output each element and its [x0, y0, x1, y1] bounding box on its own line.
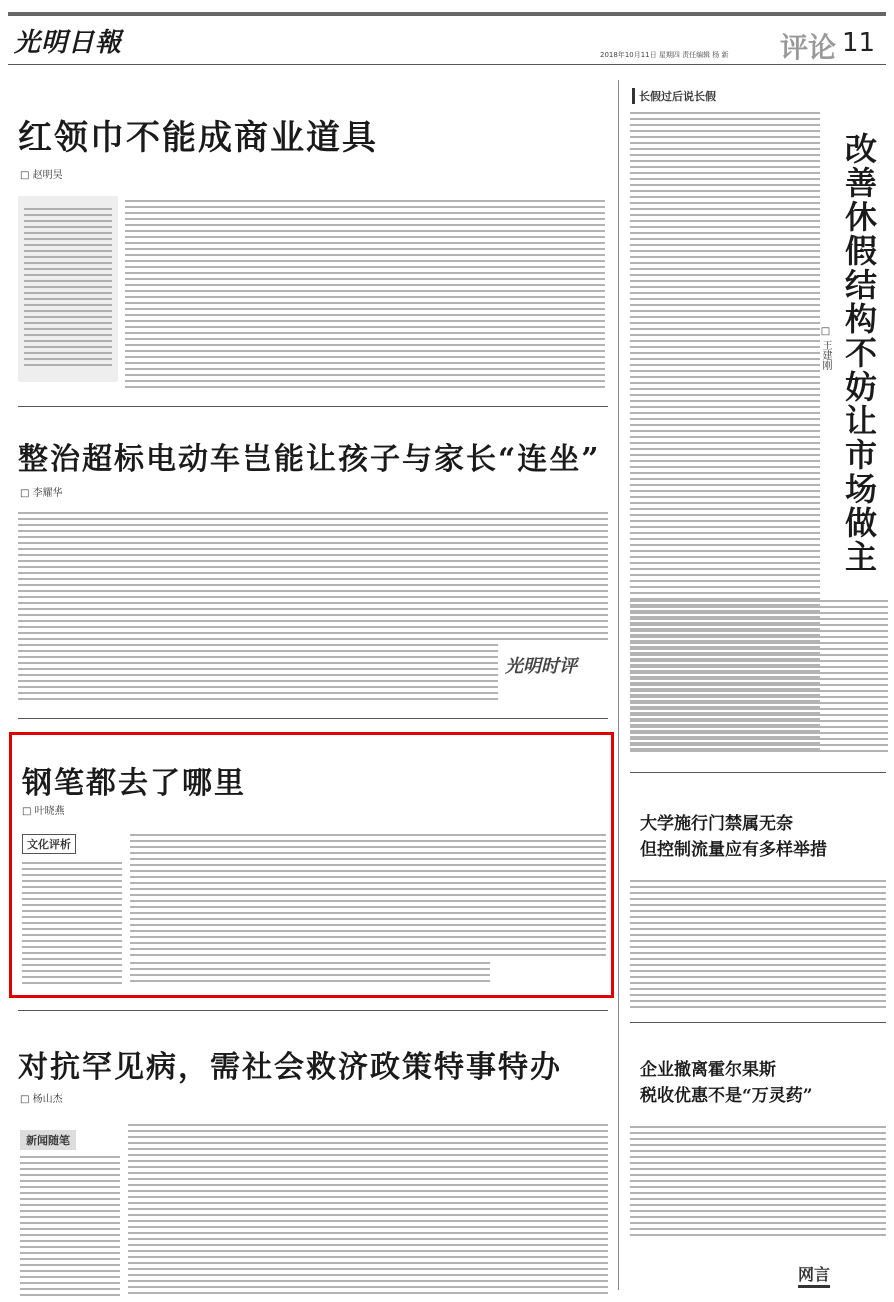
column-divider [618, 80, 619, 1290]
brief-title-line: 大学施行门禁属无奈 [640, 814, 793, 834]
article-title: 钢笔都去了哪里 [22, 766, 246, 801]
section-label: 评论 [780, 31, 837, 64]
article-body [130, 834, 606, 958]
brief-title-line: 税收优惠不是“万灵药” [640, 1086, 813, 1106]
article-body [18, 512, 498, 702]
article-rule [18, 406, 608, 407]
article-body [130, 962, 490, 986]
article-title: 对抗罕见病，需社会救济政策特事特办 [18, 1050, 562, 1085]
sidebar-body [630, 600, 888, 756]
column-label: 新闻随笔 [20, 1130, 76, 1150]
article-byline: □ 李耀华 [20, 484, 63, 499]
dateline: 2018年10月11日 星期四 责任编辑 杨 新 [600, 51, 729, 59]
sidebar-rule [630, 772, 886, 773]
column-label: 文化评析 [22, 834, 76, 854]
article-title: 整治超标电动车岂能让孩子与家长“连坐” [18, 442, 601, 477]
article-rule [18, 1010, 608, 1011]
guangming-badge: 光明时评 [505, 656, 577, 677]
article-body [125, 200, 605, 392]
brief-title-line: 但控制流量应有多样举措 [640, 840, 827, 860]
brief-title-line: 企业撤离霍尔果斯 [640, 1060, 776, 1080]
masthead-rule [8, 64, 886, 65]
brief-body [630, 1126, 886, 1238]
article-byline: □ 杨山杰 [20, 1090, 63, 1105]
article-body [22, 862, 122, 986]
top-rule [8, 12, 886, 16]
masthead-logo: 光明日報 [14, 28, 123, 58]
sidebar-title: 改善休假结构不妨让市场做主 [840, 132, 878, 574]
article-body [20, 1156, 120, 1296]
sidebar-rule [630, 1022, 886, 1023]
page-number: 11 [842, 28, 876, 58]
sidebar-column-tag: 长假过后说长假 [632, 88, 716, 104]
article-rule [18, 718, 608, 719]
article-title: 红领巾不能成商业道具 [18, 118, 378, 158]
sidebar-byline: □ 王建刚 [818, 326, 833, 370]
wangyan-badge: 网言 [798, 1262, 830, 1288]
article-body [128, 1124, 608, 1296]
article-body [498, 512, 608, 642]
article-byline: □ 赵明昊 [20, 166, 63, 181]
brief-body [630, 880, 886, 1008]
lead-text [24, 208, 112, 368]
article-byline: □ 叶晓燕 [22, 802, 65, 817]
